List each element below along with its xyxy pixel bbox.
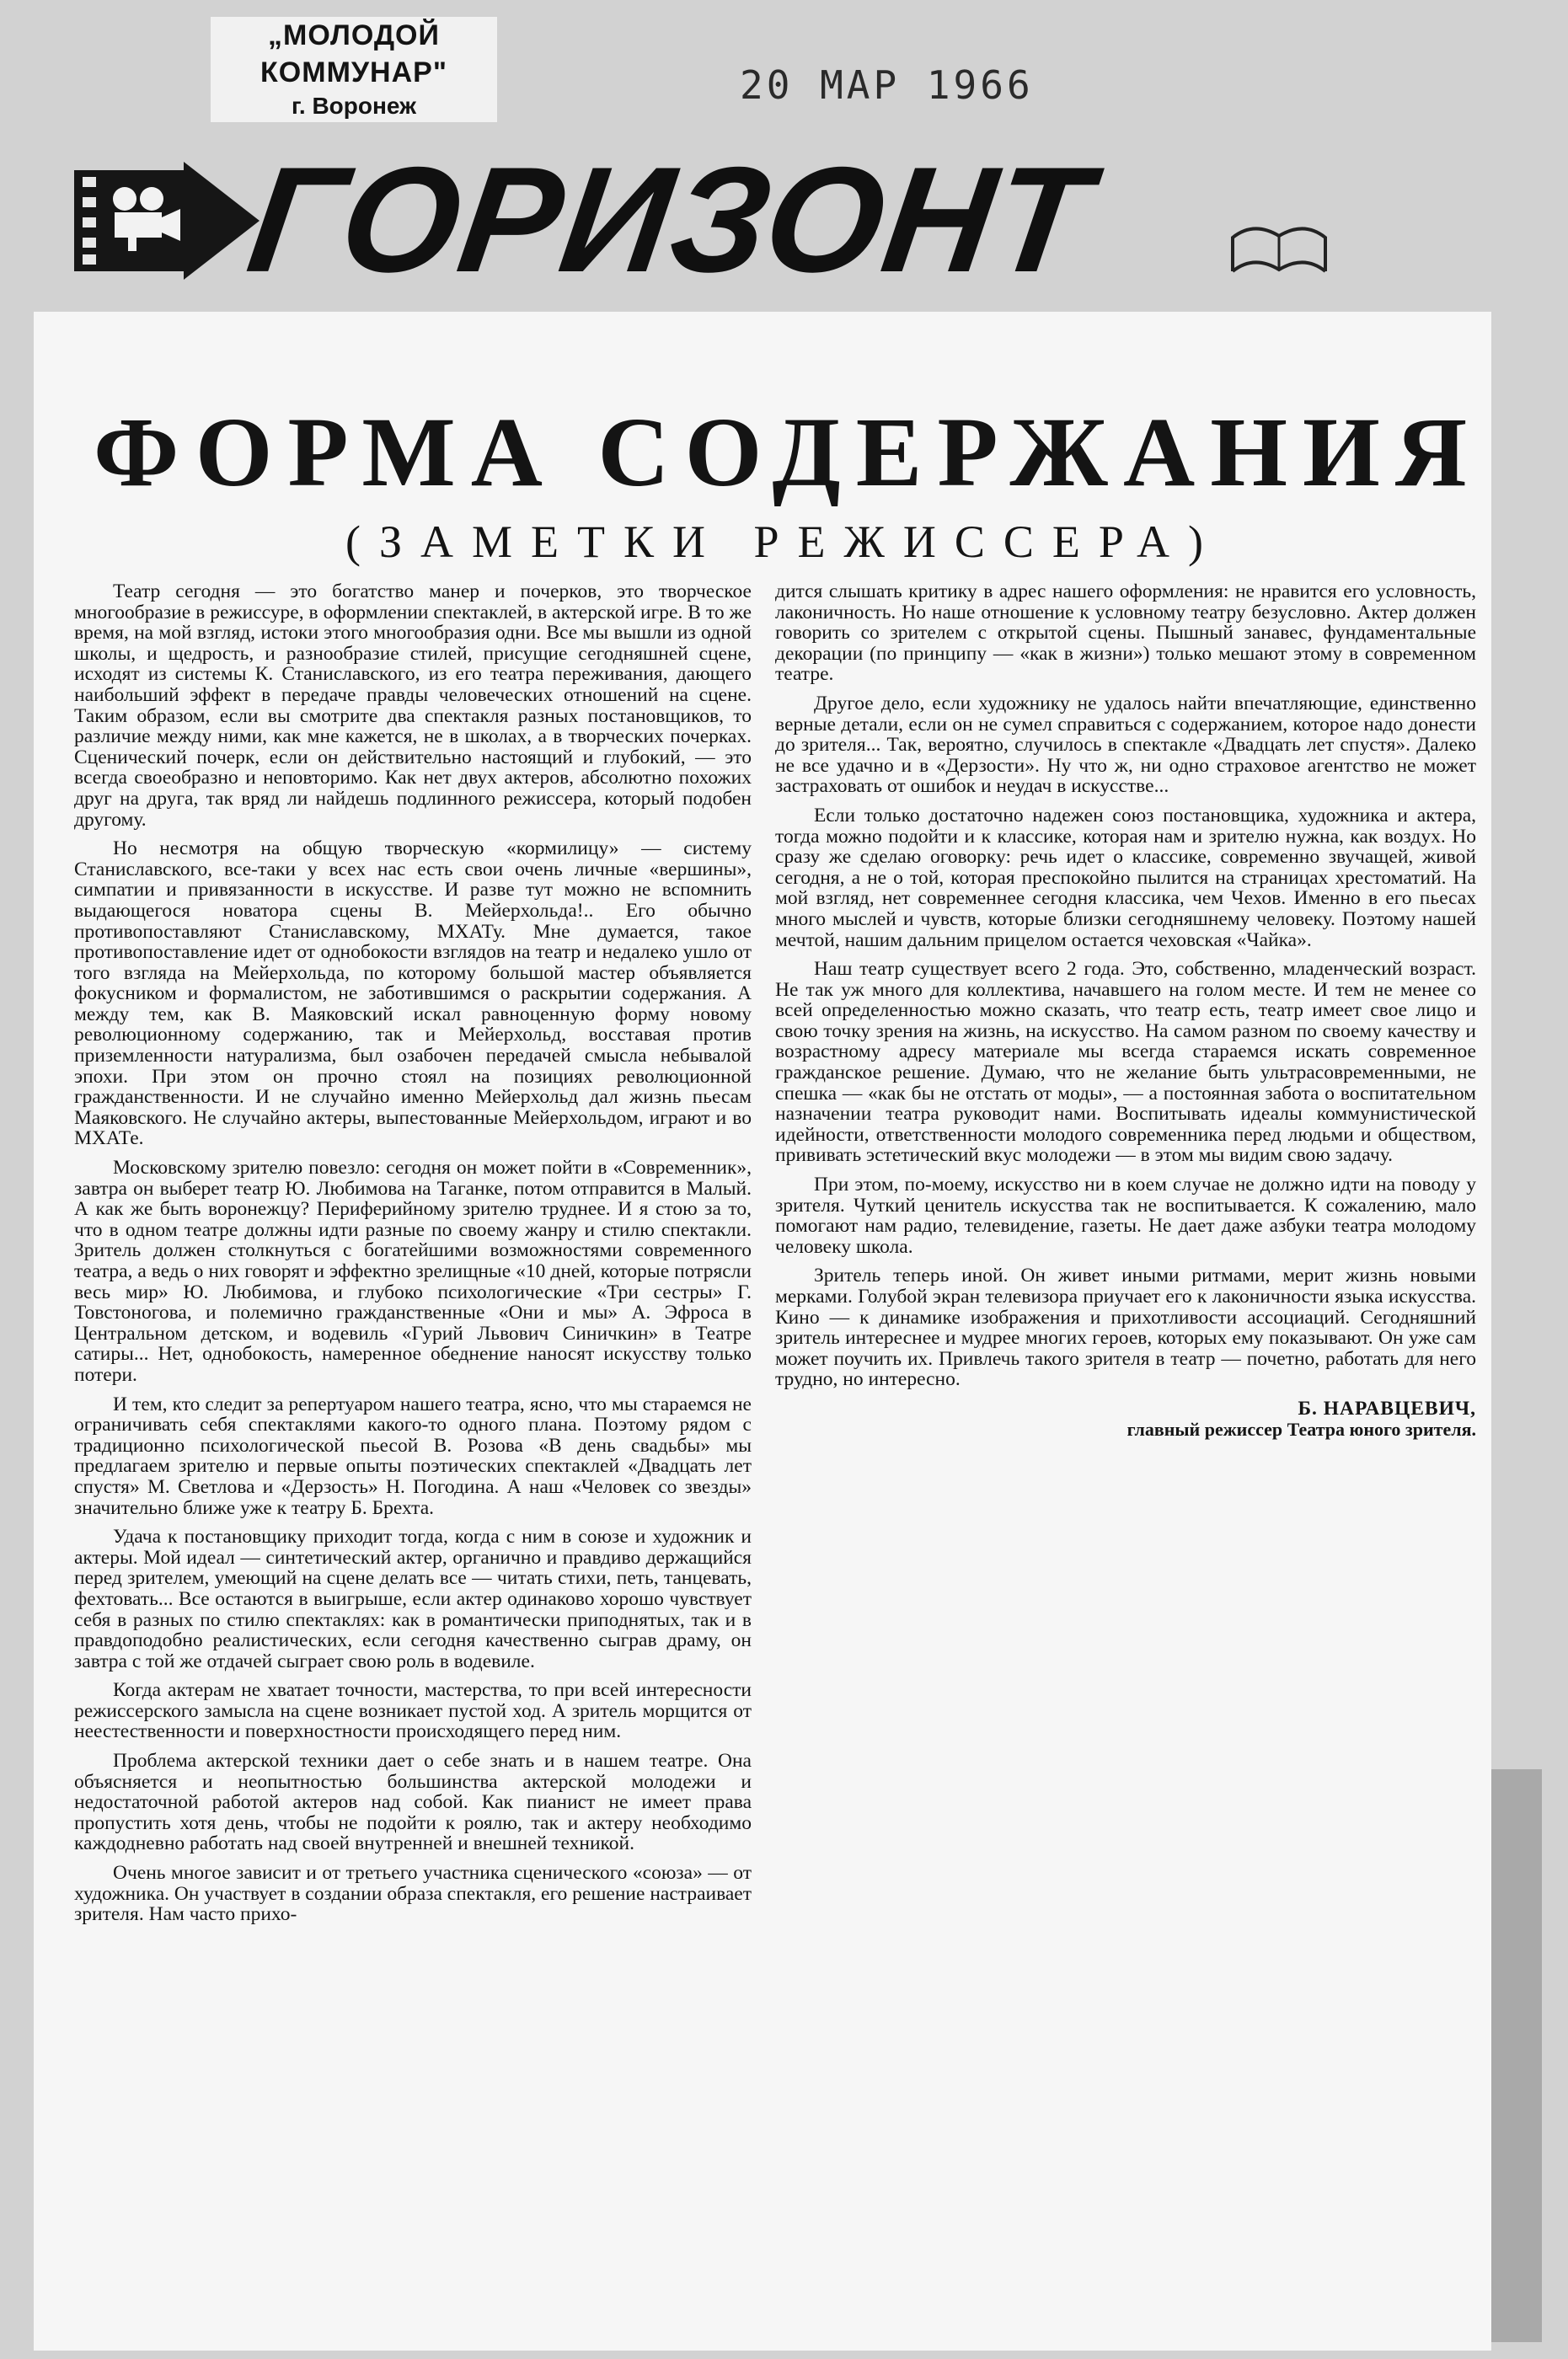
article-column-left <box>74 581 752 1934</box>
newspaper-stamp <box>211 17 497 122</box>
open-book-icon <box>1228 221 1330 280</box>
article-title: ФОРМА СОДЕРЖАНИЯ <box>93 397 1483 507</box>
paragraph: дится слышать критику в адрес нашего оформления: не нравится его условность, лаконичность. Но наше отношение к условному театру безусловно. Актер должен говорить со зрителем с открытой сцены. Пышный занавес, фундаментальные декорации (по принципу — «как в жизни») только мешают этому в современном театре. <box>775 580 1476 686</box>
paragraph: Но несмотря на общую творческую «кормилицу» — систему Станиславского, все-таки у всех нас есть свои очень личные «вершины», симпатии и привязанности в искусстве. И разве тут можно не вспомнить выдающегося новатора сцены В. Мейерхольда!.. Его обычно противопоставляют Станиславскому, МХАТу. Мне думается, такое противопоставление идет от однобокости взглядов на театр и недалеко ушло от того взгляда на Мейерхольда, по которому большой мастер объявляется фокусником и формалистом, не заботившимся о раскрытии содержания. А между тем, как В. Маяковский искал равноценную форму новому революционному содержанию, так и Мейерхольд, восставая против приземленности натурализма, был озабочен передачей смысла небывалой эпохи. При этом он прочно стоял на позициях революционной гражданственности. И не случайно именно Мейерхольд дал жизнь пьесам Маяковского. Не случайно актеры, выпестованные Мейерхольдом, играют и во МХАТе. <box>74 837 752 1150</box>
paragraph: Другое дело, если художнику не удалось найти впечатляющие, единственно верные детали, если он не сумел справиться с содержанием, которое надо донести до зрителя... Так, вероятно, случилось в спектакле «Двадцать лет спустя». Далеко не все удачно и в «Дерзости». Ну что ж, ни одно страховое агентство не может застраховать от ошибок и неудач в искусстве... <box>775 692 1476 798</box>
paragraph: Проблема актерской техники дает о себе знать и в нашем театре. Она объясняется и неопытностью большинства актерской молодежи и недостаточной работой актеров над собой. Как пианист не имеет права пропустить хотя день, чтобы не подойти к роялю, так и актеру необходимо каждодневно работать над своей внутренней и внешней техникой. <box>74 1750 752 1855</box>
paragraph: И тем, кто следит за репертуаром нашего театра, ясно, что мы стараемся не ограничивать себя спектаклями какого-то одного плана. Поэтому рядом с традиционно психологической пьесой В. Розова «В день свадьбы» мы предлагаем зрителю и первые опыты поэтических спектаклей «Двадцать лет спустя» М. Светлова и «Дерзость» Н. Погодина. А наш «Человек со звезды» значительно ближе уже к театру Б. Брехта. <box>74 1393 752 1519</box>
masthead <box>74 136 1313 305</box>
article-subtitle: (ЗАМЕТКИ РЕЖИССЕРА) <box>345 516 1223 567</box>
paragraph: Когда актерам не хватает точности, мастерства, то при всей интересности режиссерского замысла на сцене возникает пустой ход. А зритель морщится от неестественности и поверхностности происходящего перед ним. <box>74 1679 752 1743</box>
stamp-city: г. Воронеж <box>292 93 416 120</box>
stamp-newspaper-name: „МОЛОДОЙ КОММУНАР" <box>260 19 447 89</box>
paragraph: Московскому зрителю повезло: сегодня он может пойти в «Современник», завтра он выберет театр Ю. Любимова на Таганке, потом отправится в Малый. А как же быть воронежцу? Периферийному зрителю труднее. И я стою за то, что в одном театре должны идти разные по своему жанру и стилю спектакли. Зритель должен столкнуться с богатейшими возможностями современного театра, а ведь о них говорят и эффектно зрелищные «10 дней, которые потрясли весь мир» Ю. Любимова, и глубоко психологические «Три сестры» Г. Товстоногова, и полемично гражданственные «Они и мы» А. Эфроса в Центральном детском, и водевиль «Гурий Львович Синичкин» в Театре сатиры... Нет, однобокость, намеренное обеднение наносят искусству только потери. <box>74 1157 752 1386</box>
paragraph: Если только достаточно надежен союз постановщика, художника и актера, тогда можно подойти и к классике, которая нам и зрителю нужна, как воздух. Но сразу же сделаю оговорку: речь идет о классике, современно звучащей, живой сегодня, а не о той, которая преспокойно пылится на страницах хрестоматий. На мой взгляд, нет современнее сегодня классика, чем Чехов. Именно в его пьесах много мыслей и чувств, которые близки сегодняшнему человеку. Поэтому нашей мечтой, нашим дальним прицелом остается чеховская «Чайка». <box>775 804 1476 951</box>
paragraph: Театр сегодня — это богатство манер и почерков, это творческое многообразие в режиссуре, в оформлении спектаклей, в актерской игре. В то же время, на мой взгляд, истоки этого многообразия одни. Все мы вышли из одной школы, и щедрость, и разнообразие стилей, присущие сегодняшней сцене, исходят из системы К. Станиславского, из его театра переживания, дающего наибольший эффект в передаче правды человеческих отношений на сцене. Таким образом, если вы смотрите два спектакля разных постановщиков, то различие между ними, как мне кажется, не в школах, а в творческих почерках. Сценический почерк, если он действительно настоящий и глубокий, — это всегда своеобразно и неповторимо. Как нет двух актеров, абсолютно похожих друг на друга, так вряд ли найдешь подлинного режиссера, который подобен другому. <box>74 580 752 831</box>
paragraph: Очень многое зависит и от третьего участника сценического «союза» — от художника. Он участвует в создании образа спектакля, его решение настраивает зрителя. Нам часто прихо- <box>74 1862 752 1926</box>
paragraph: Наш театр существует всего 2 года. Это, собственно, младенческий возраст. Не так уж много для коллектива, начавшего на голом месте. И тем не менее со всей определенностью можно сказать, что театр есть, театр имеет свое лицо и свою точку зрения на жизнь, на искусство. На самом разном по своему качеству и возрастному адресу материале мы всегда стараемся искать современное гражданское решение. Думаю, что не желание быть ультрасовременными, не спешка — «как бы не отстать от моды», — а постоянная забота о воспитательном назначении театра руководит нами. Воспитывать идеалы коммунистической идейности, ответственности молодого современника перед людьми и обществом, прививать эстетический вкус молодежи — в этом мы видим свою задачу. <box>775 958 1476 1167</box>
date-stamp: 20 МАР 1966 <box>740 62 1034 108</box>
paragraph: Удача к постановщику приходит тогда, когда с ним в союзе и художник и актеры. Мой идеал — синтетический актер, органично и правдиво держащийся перед зрителем, умеющий на сцене делать все — читать стихи, петь, танцевать, фехтовать... Все остаются в выигрыше, если актер одинаково хорошо чувствует себя в разных по стилю спектаклях: как в романтически приподнятых, так и в правдоподобно реалистических, если сегодня качественно сыграв драму, он завтра с той же отдачей сыграет свою роль в водевиле. <box>74 1526 752 1672</box>
author-signature <box>775 1399 1476 1440</box>
paragraph: Зритель теперь иной. Он живет иными ритмами, мерит жизнь новыми мерками. Голубой экран телевизора приучает его к лаконичности языка искусства. Кино — к динамике изображения и прихотливости ассоциаций. Сегодняшний зритель интереснее и мудрее многих героев, которых ему показывают. Он уже сам может поучить их. Привлечь такого зрителя в театр — почетно, работать для него трудно, но интересно. <box>775 1265 1476 1391</box>
masthead-title: ГОРИЗОНТ <box>239 136 1100 303</box>
movie-camera-icon <box>103 182 184 253</box>
author-name: Б. НАРАВЦЕВИЧ, <box>1298 1397 1476 1420</box>
paragraph: При этом, по-моему, искусство ни в коем случае не должно идти на поводу у зрителя. Чуткий ценитель искусства так не воспитывается. К сожалению, мало помогают нам радио, телевидение, газеты. Не дает даже азбуки театра молодому человеку школа. <box>775 1174 1476 1258</box>
author-role: главный режиссер Театра юного зрителя. <box>1126 1418 1476 1440</box>
article-column-right <box>775 581 1476 1440</box>
